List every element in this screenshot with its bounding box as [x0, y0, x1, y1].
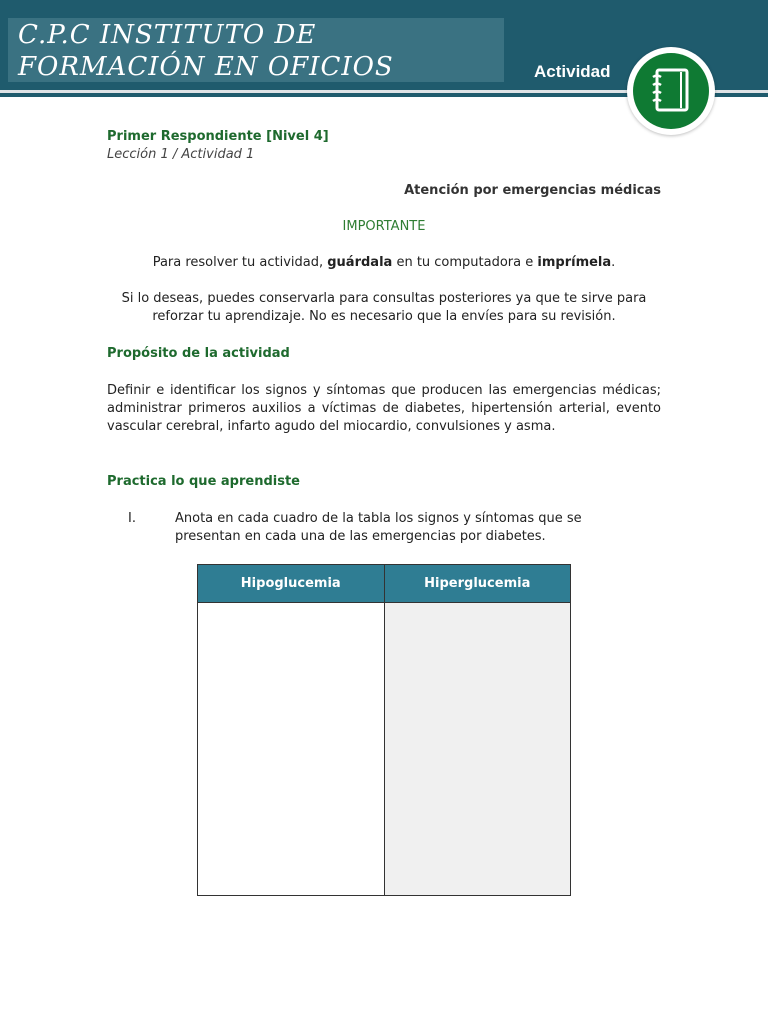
instruction-bold-2: imprímela — [537, 255, 612, 270]
item-text: Anota en cada cuadro de la tabla los signos y síntomas que se presentan en cada una de las emergencias por diabetes. — [175, 511, 582, 544]
lesson-label: Lección 1 / Actividad 1 — [107, 147, 255, 162]
purpose-text: Definir e identificar los signos y síntomas que producen las emergencias médicas; administrar primeros auxilios a víctimas de diabetes, hipertensión arterial, evento vascular cerebral, infarto agudo del miocardio, convulsiones y asma. — [107, 383, 661, 434]
institution-title: C.P.C INSTITUTO DE FORMACIÓN EN OFICIOS — [18, 20, 394, 82]
course-title: Primer Respondiente [Nivel 4] — [107, 129, 329, 144]
important-heading: IMPORTANTE — [342, 219, 426, 234]
instruction-paragraph — [0, 254, 768, 272]
notebook-icon — [633, 53, 709, 129]
topic-title: Atención por emergencias médicas — [404, 183, 661, 198]
purpose-title: Propósito de la actividad — [107, 346, 290, 361]
section-label: Actividad — [534, 62, 611, 81]
item-number: I. — [128, 511, 136, 526]
hiperglucemia-answer-cell[interactable] — [384, 603, 571, 896]
activity-badge — [627, 47, 715, 135]
instruction-text-1: Para resolver tu actividad, — [152, 255, 328, 270]
hipoglucemia-answer-cell[interactable] — [198, 603, 385, 896]
table-row — [198, 603, 571, 896]
instruction-text-2: en tu computadora e — [392, 255, 538, 270]
practice-title: Practica lo que aprendiste — [107, 474, 301, 489]
column-header-hipoglucemia: Hipoglucemia — [198, 565, 385, 603]
keep-note: Si lo deseas, puedes conservarla para consultas posteriores ya que te sirve para reforzar tu aprendizaje. No es necesario que la envíes para su revisión. — [121, 291, 647, 324]
instruction-bold-1: guárdala — [327, 255, 393, 270]
column-header-hiperglucemia: Hiperglucemia — [384, 565, 571, 603]
symptoms-table — [197, 564, 571, 896]
instruction-text-3: . — [611, 255, 616, 270]
table-header-row — [198, 565, 571, 603]
